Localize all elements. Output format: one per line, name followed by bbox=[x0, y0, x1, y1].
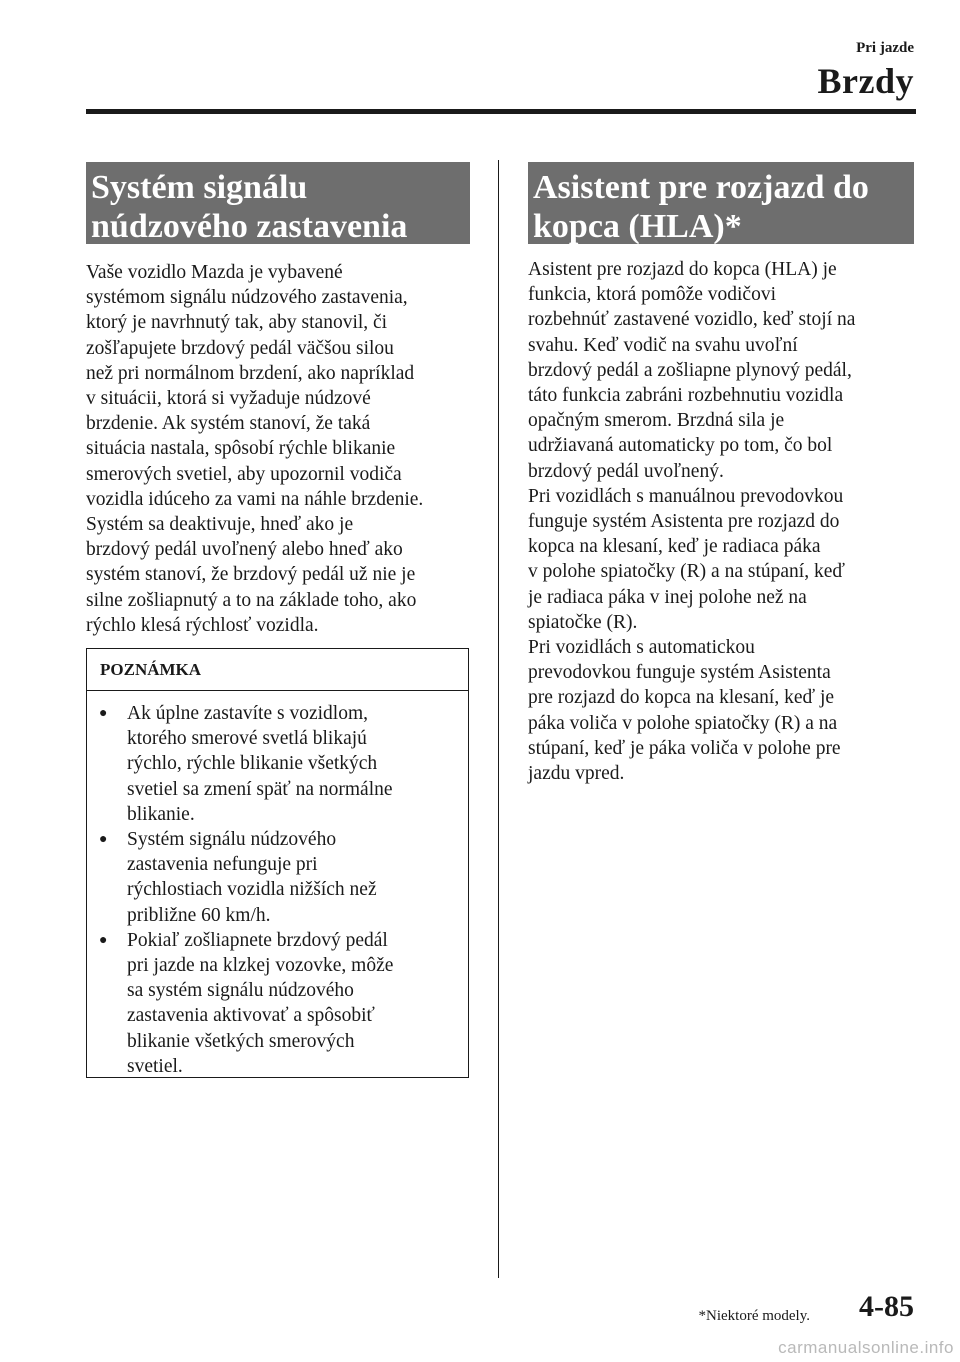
hill-launch-assist-body: Asistent pre rozjazd do kopca (HLA) je funkcia, ktorá pomôže vodičovi rozbehnúť zastavené vozidlo, keď stojí na svahu. Keď vodič na svahu uvoľní brzdový pedál a zošliapne plynový pedál, táto funkcia zabráni rozbehnutiu vozidla opačným smerom. Brzdná sila je udržiavaná automaticky po tom, čo bol brzdový pedál uvoľnený. Pri vozidlách s manuálnou prevodovkou funguje systém Asistenta pre rozjazd do kopca na klesaní, keď je radiaca páka v polohe spiatočky (R) a na stúpaní, keď je radiaca páka v inej polohe než na spiatočke (R). Pri vozidlách s automatickou prevodovkou funguje systém Asistenta pre rozjazd do kopca na klesaní, keď je páka voliča v polohe spiatočky (R) a na stúpaní, keď je páka voliča v polohe pre jazdu vpred. bbox=[528, 259, 856, 785]
note-title: POZNÁMKA bbox=[87, 649, 468, 691]
note-item bbox=[99, 827, 468, 928]
note-item-text: Systém signálu núdzového zastavenia nefunguje pri rýchlostiach vozidla nižších než približne 60 km/h. bbox=[127, 829, 377, 926]
column-divider bbox=[498, 160, 499, 1278]
note-item bbox=[99, 928, 468, 1079]
note-list bbox=[87, 691, 468, 1079]
section-heading-hill-launch-assist: Asistent pre rozjazd do kopca (HLA)* bbox=[528, 162, 914, 244]
note-item bbox=[99, 701, 468, 827]
running-header-section: Pri jazde bbox=[856, 40, 914, 56]
note-box bbox=[86, 648, 469, 1078]
bullet-icon: ● bbox=[99, 832, 108, 848]
note-item-text: Ak úplne zastavíte s vozidlom, ktorého smerové svetlá blikajú rýchlo, rýchle blikanie všetkých svetiel sa zmení späť na normálne blikanie. bbox=[127, 703, 393, 825]
page-number: 4-85 bbox=[859, 1290, 914, 1323]
note-item-text: Pokiaľ zošliapnete brzdový pedál pri jazde na klzkej vozovke, môže sa systém signálu núdzového zastavenia aktivovať a spôsobiť blikanie všetkých smerových svetiel. bbox=[127, 929, 394, 1077]
section-heading-emergency-signal: Systém signálu núdzového zastavenia bbox=[86, 162, 470, 244]
running-header-title: Brzdy bbox=[817, 61, 914, 101]
bullet-icon: ● bbox=[99, 932, 108, 948]
watermark-link[interactable]: carmanualsonline.info bbox=[778, 1338, 954, 1357]
header-rule bbox=[86, 109, 916, 114]
emergency-signal-body: Vaše vozidlo Mazda je vybavené systémom signálu núdzového zastavenia, ktorý je navrhnutý tak, aby stanovil, či zošľapujete brzdový pedál väčšou silou než pri normálnom brzdení, ako napríklad v situácii, ktorá si vyžaduje núdzové brzdenie. Ak systém stanoví, že taká situácia nastala, spôsobí rýchle blikanie smerových svetiel, aby upozornil vodiča vozidla idúceho za vami na náhle brzdenie. Systém sa deaktivuje, hneď ako je brzdový pedál uvoľnený alebo hneď ako systém stanoví, že brzdový pedál už nie je silne zošliapnutý a to na základe toho, ako rýchlo klesá rýchlosť vozidla. bbox=[86, 262, 424, 636]
footnote: *Niektoré modely. bbox=[698, 1308, 810, 1324]
bullet-icon: ● bbox=[99, 706, 108, 721]
